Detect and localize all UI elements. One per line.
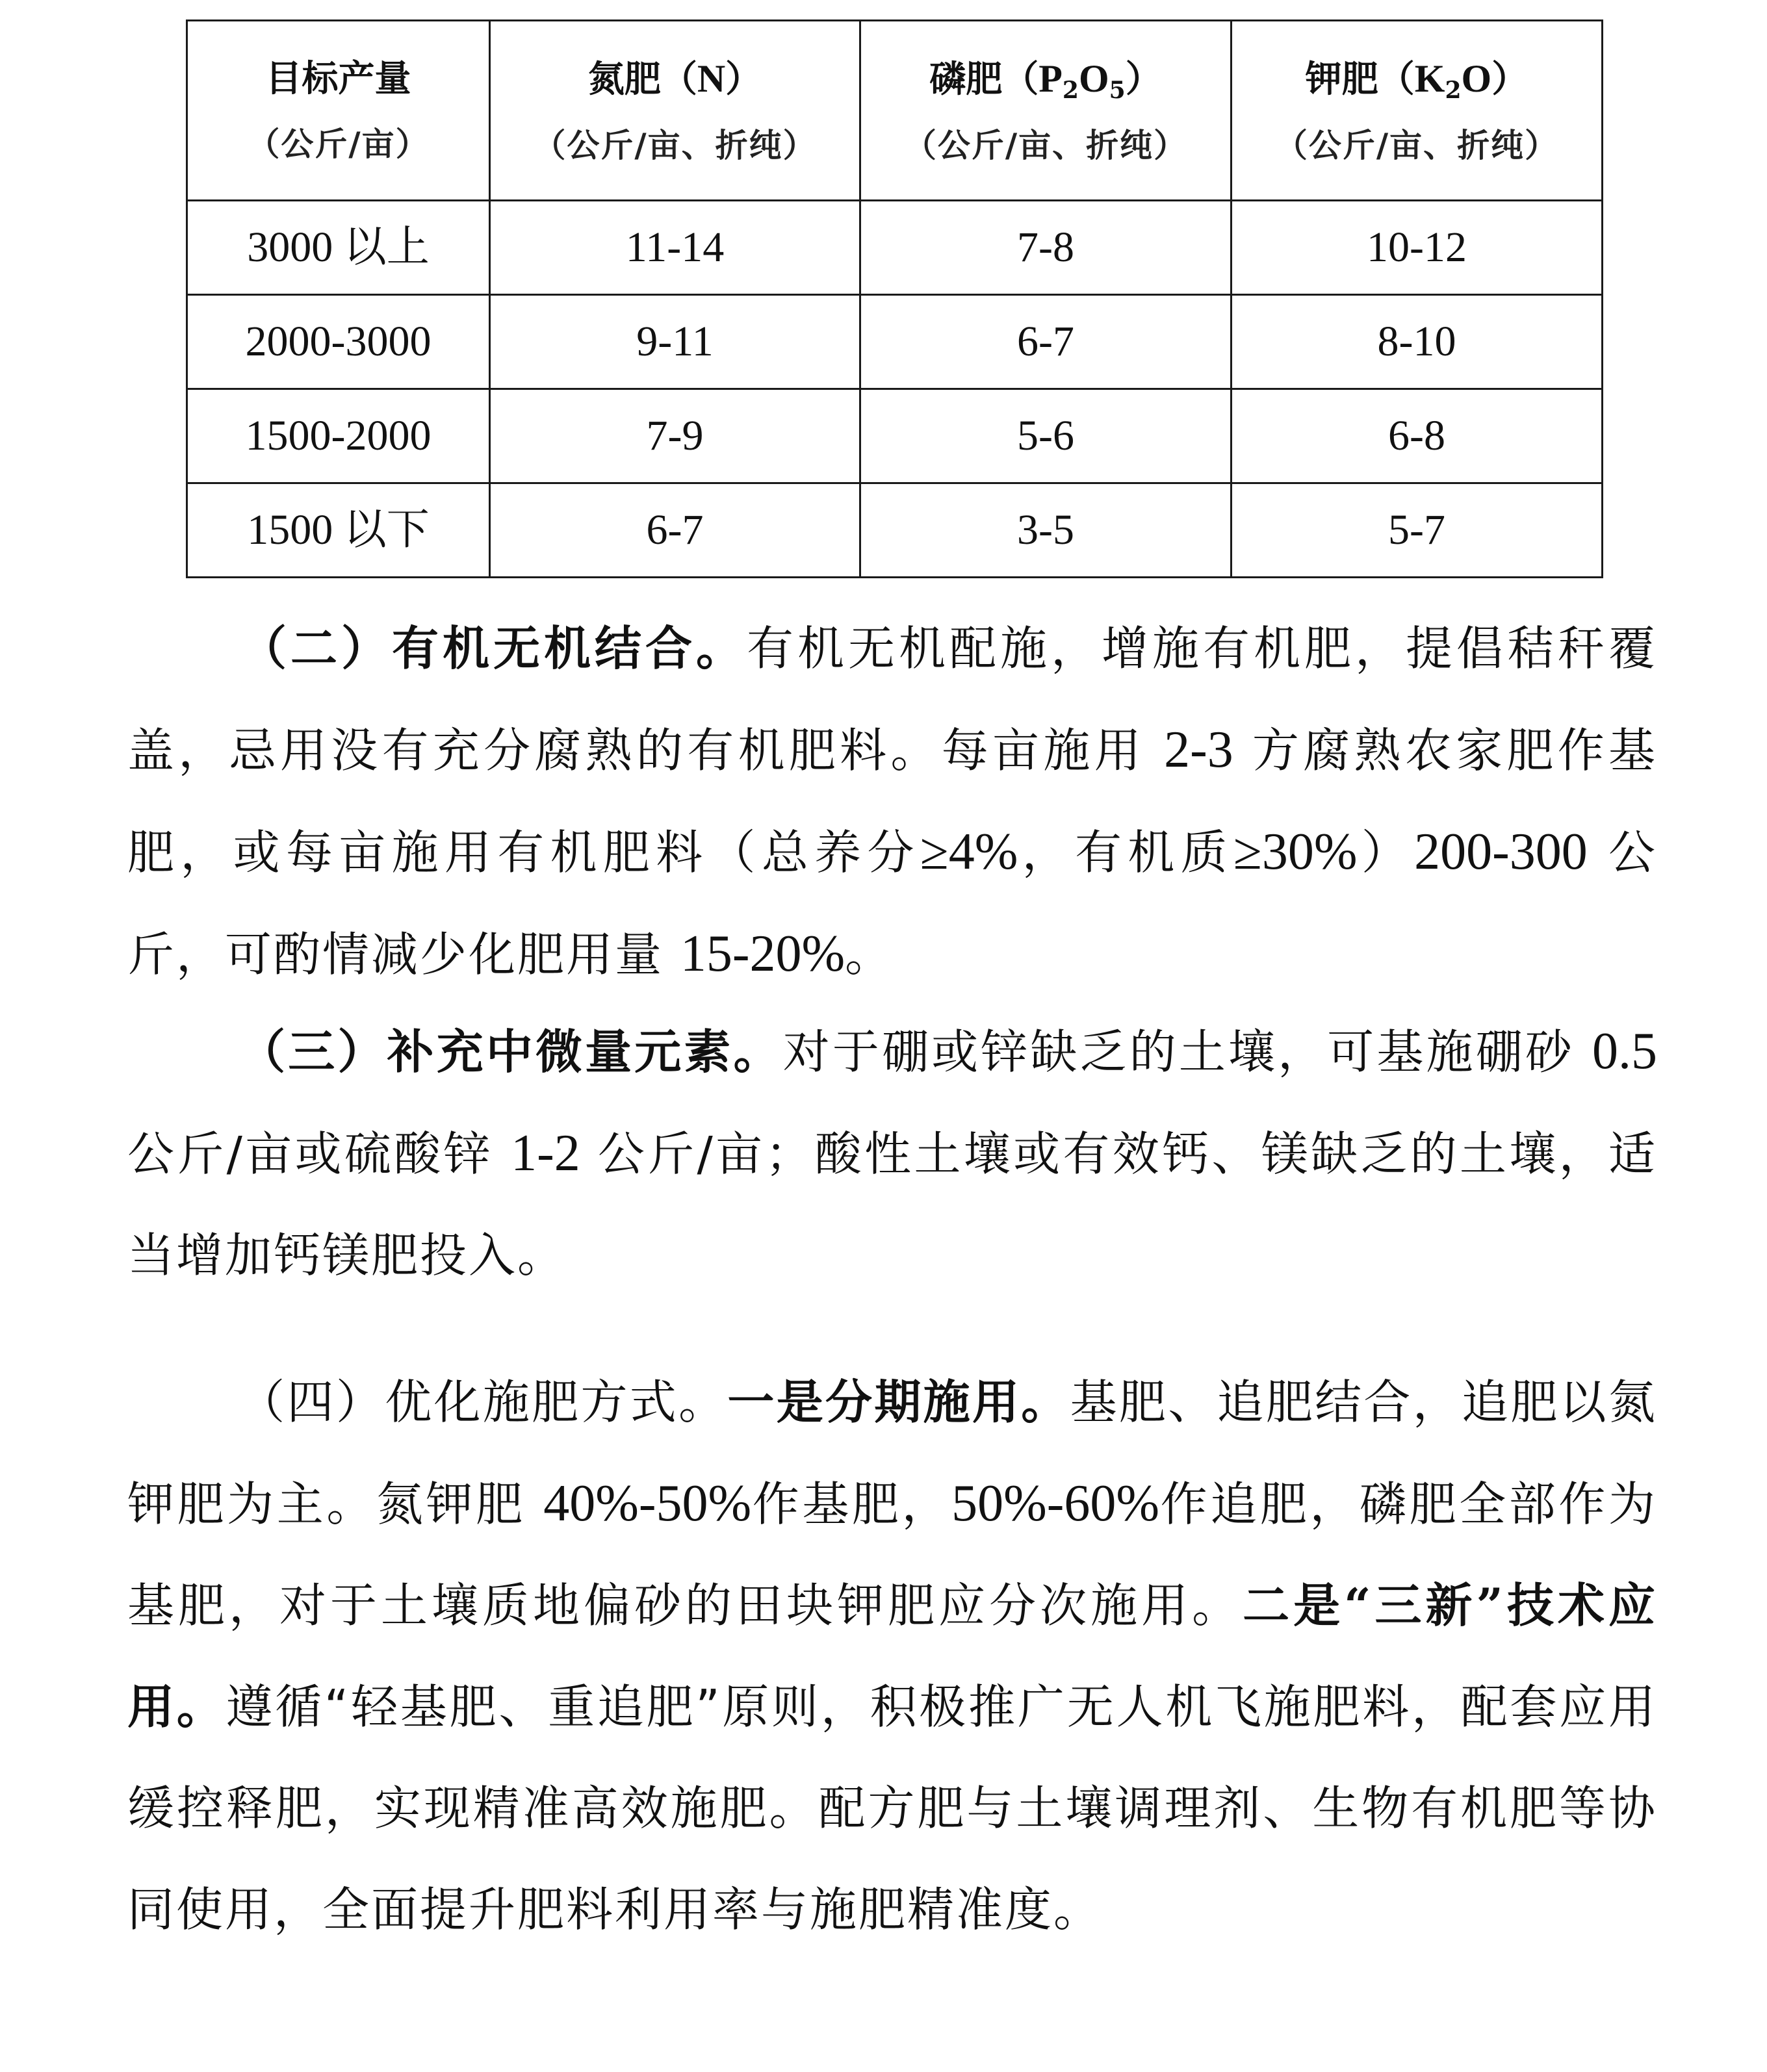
header-title-text: ）	[725, 58, 762, 101]
formula-symbol: N	[697, 57, 726, 100]
cell-nitrogen: 11-14	[490, 201, 860, 295]
body-text: 基肥、追肥结合，追肥以氮钾肥为主。氮钾肥	[127, 1375, 1657, 1531]
cell-phosphate: 3-5	[860, 483, 1232, 578]
number-text: ≥30%	[1233, 823, 1358, 880]
cell-potash: 5-7	[1232, 483, 1603, 578]
cell-yield: 1500 以下	[187, 483, 490, 578]
header-title	[861, 57, 1230, 104]
table-row	[187, 201, 1603, 295]
header-target-yield	[187, 21, 490, 201]
body-text: 遵循“轻基肥、重追肥”原则，积极推广无人机飞施肥料，配套应用缓控释肥，实现精准高效施肥。配方肥与土壤调理剂、生物有机肥等协同使用，全面提升肥料利用率与施肥精准度。	[127, 1680, 1657, 1937]
body-text: ）	[1357, 825, 1415, 880]
cell-nitrogen: 9-11	[490, 295, 860, 389]
lead-phrase: 一是分期施用。	[727, 1374, 1070, 1429]
header-unit: （公斤/亩、折纯）	[903, 127, 1188, 164]
body-text: 公斤/亩或硫酸锌	[127, 1127, 511, 1181]
header-title-text: 钾肥（	[1305, 58, 1415, 101]
header-title	[188, 57, 489, 100]
body-text: 方腐熟农家肥作基肥，或每亩施用有机肥料（总养分	[127, 723, 1658, 880]
cell-phosphate: 5-6	[860, 389, 1232, 483]
table-header-row	[187, 21, 1603, 201]
lead-phrase: 二是“三新”技术应用。	[127, 1578, 1657, 1734]
cell-yield: 2000-3000	[187, 295, 490, 389]
body-text: 公斤，可酌情减少化肥用量	[127, 825, 1657, 982]
header-unit: （公斤/亩、折纯）	[1274, 127, 1559, 164]
formula-symbol: P	[1038, 57, 1063, 100]
number-text: ≥4%	[920, 823, 1018, 880]
table-row	[187, 483, 1603, 578]
cell-nitrogen: 7-9	[490, 389, 860, 483]
header-title-text: 氮肥（	[587, 58, 697, 101]
body-text: 公斤/亩；酸性土壤或有效钙、镁缺乏的土壤，适当增加钙镁肥投入。	[127, 1127, 1657, 1283]
cell-yield: 1500-2000	[187, 389, 490, 483]
section-heading: （二）有机无机结合。	[238, 621, 747, 676]
header-phosphate	[860, 21, 1232, 201]
section-heading: （三）补充中微量元素。	[238, 1025, 783, 1079]
header-unit: （公斤/亩）	[247, 125, 430, 163]
body-text: 对于硼或锌缺乏的土壤，可基施硼砂	[782, 1025, 1592, 1079]
number-text: 2-3	[1164, 721, 1233, 778]
subscript-text: 5	[1109, 77, 1126, 104]
header-potash	[1232, 21, 1603, 201]
body-text: 。	[845, 927, 894, 982]
section-heading: （四）优化施肥方式。	[238, 1375, 728, 1429]
number-text: 40%-50%	[543, 1475, 752, 1532]
formula-symbol: O	[1078, 57, 1109, 100]
cell-potash: 6-8	[1232, 389, 1603, 483]
header-title-text: ）	[1125, 58, 1162, 101]
table-row	[187, 389, 1603, 483]
number-text: 0.5	[1592, 1023, 1657, 1080]
cell-phosphate: 7-8	[860, 201, 1232, 295]
number-text: 15-20%	[680, 925, 845, 982]
formula-symbol: O	[1461, 57, 1492, 100]
cell-nitrogen: 6-7	[490, 483, 860, 578]
number-text: 50%-60%	[951, 1475, 1160, 1532]
number-text: 1-2	[511, 1125, 580, 1182]
body-text: ，有机质	[1018, 825, 1233, 880]
cell-potash: 10-12	[1232, 201, 1603, 295]
cell-potash: 8-10	[1232, 295, 1603, 389]
paragraph-micronutrients	[127, 1001, 1657, 1306]
header-title-text: 磷肥（	[929, 58, 1039, 101]
subscript-text: 2	[1445, 77, 1462, 104]
body-text: 作追肥，磷肥全部作为基肥，对于土壤质地偏砂的田块钾肥应分次施用。	[127, 1477, 1657, 1633]
paragraph-organic-inorganic	[127, 598, 1657, 1005]
header-title-text: ）	[1491, 58, 1528, 101]
header-nitrogen	[490, 21, 860, 201]
fertilizer-table	[186, 19, 1603, 578]
cell-phosphate: 6-7	[860, 295, 1232, 389]
table-row	[187, 295, 1603, 389]
body-text: 有机无机配施，增施有机肥，提倡秸秆覆盖，忌用没有充分腐熟的有机肥料。每亩施用	[127, 621, 1657, 778]
header-unit: （公斤/亩、折纯）	[533, 127, 817, 164]
number-text: 200-300	[1414, 823, 1588, 880]
paragraph-fertilization-methods	[127, 1351, 1657, 1960]
header-title	[1232, 57, 1601, 104]
formula-symbol: K	[1414, 57, 1445, 100]
header-title	[491, 57, 859, 101]
header-title-text: 目标产量	[265, 57, 411, 100]
subscript-text: 2	[1062, 77, 1079, 104]
cell-yield: 3000 以上	[187, 201, 490, 295]
body-text: 作基肥，	[751, 1477, 952, 1531]
